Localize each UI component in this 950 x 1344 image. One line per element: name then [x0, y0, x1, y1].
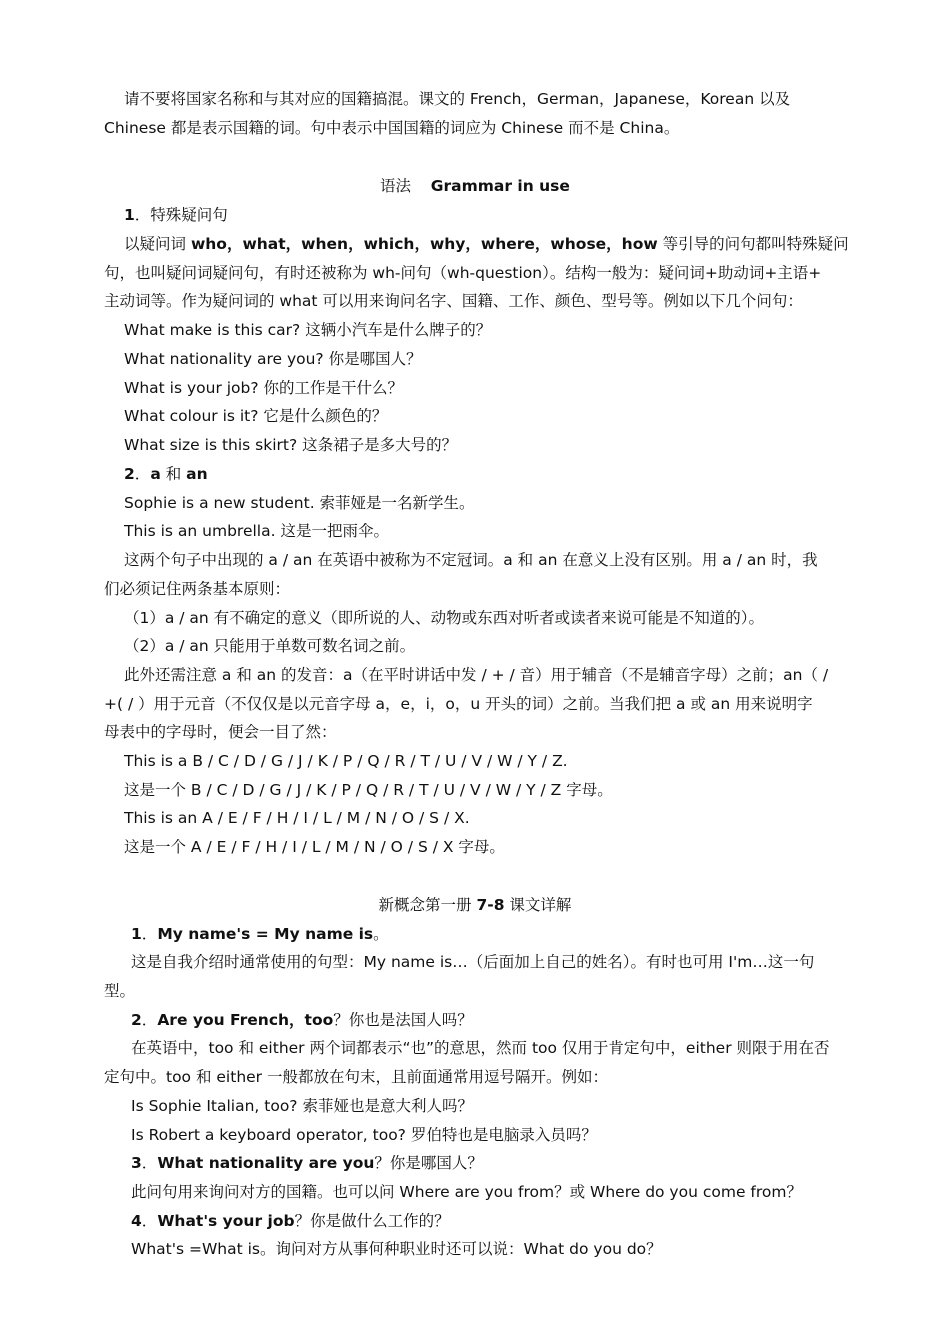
- subheading-a-an: 2．a 和 an: [124, 465, 208, 483]
- example-sentence: This is a B / C / D / G / J / K / P / Q / R / T / U / V / W / Y / Z.: [124, 752, 568, 770]
- text-line: 在英语中，too 和 either 两个词都表示“也”的意思，然而 too 仅用于肯定句中，either 则限于用在否: [131, 1039, 830, 1057]
- section-heading-lesson: 新概念第一册 7-8 课文详解: [378, 896, 572, 914]
- text-line: 以疑问词 who，what，when，which，why，where，whose，how 等引导的问句都叫特殊疑问: [124, 235, 849, 253]
- text-line: 母表中的字母时，便会一目了然：: [104, 723, 337, 741]
- example-sentence: This is an A / E / F / H / I / L / M / N / O / S / X.: [124, 809, 470, 827]
- example-sentence: What is your job? 你的工作是干什么？: [124, 379, 404, 397]
- rule-item: （2）a / an 只能用于单数可数名词之前。: [124, 637, 416, 655]
- text-line: 请不要将国家名称和与其对应的国籍搞混。课文的 French，German，Japanese，Korean 以及: [124, 90, 791, 108]
- text-line: +( / ）用于元音（不仅仅是以元音字母 a，e，i，o，u 开头的词）之前。当我们把 a 或 an 用来说明字: [104, 695, 813, 713]
- text-line: 这是自我介绍时通常使用的句型：My name is…（后面加上自己的姓名）。有时也可用 I'm…这一句: [131, 953, 815, 971]
- point-heading-3: 3．What nationality are you？你是哪国人？: [131, 1154, 483, 1172]
- example-sentence: 这是一个 A / E / F / H / I / L / M / N / O / S / X 字母。: [124, 838, 505, 856]
- text-line: What's =What is。询问对方从事何种职业时还可以说：What do you do？: [131, 1240, 662, 1258]
- text-line: 定句中。too 和 either 一般都放在句末，且前面通常用逗号隔开。例如：: [104, 1068, 608, 1086]
- example-sentence: What size is this skirt? 这条裙子是多大号的？: [124, 436, 458, 454]
- section-heading-grammar: 语法 Grammar in use: [380, 177, 570, 195]
- text-line: 主动词等。作为疑问词的 what 可以用来询问名字、国籍、工作、颜色、型号等。例如以下几个问句：: [104, 292, 803, 310]
- point-heading-4: 4．What's your job？你是做什么工作的？: [131, 1212, 450, 1230]
- example-sentence: What make is this car? 这辆小汽车是什么牌子的？: [124, 321, 492, 339]
- example-sentence: Is Sophie Italian, too? 索菲娅也是意大利人吗？: [131, 1097, 473, 1115]
- point-heading-1: 1．My name's = My name is。: [131, 925, 389, 943]
- text-line: 们必须记住两条基本原则：: [104, 580, 291, 598]
- text-line: 这两个句子中出现的 a / an 在英语中被称为不定冠词。a 和 an 在意义上没有区别。用 a / an 时，我: [124, 551, 818, 569]
- example-sentence: Is Robert a keyboard operator, too? 罗伯特也是电脑录入员吗？: [131, 1126, 597, 1144]
- rule-item: （1）a / an 有不确定的意义（即所说的人、动物或东西对听者或读者来说可能是不知道的）。: [124, 609, 764, 627]
- text-line: 此外还需注意 a 和 an 的发音：a（在平时讲话中发 / + / 音）用于辅音（不是辅音字母）之前；an（ /: [124, 666, 829, 684]
- example-sentence: Sophie is a new student. 索菲娅是一名新学生。: [124, 494, 475, 512]
- subheading-wh-questions: 1．特殊疑问句: [124, 206, 228, 224]
- example-sentence: This is an umbrella. 这是一把雨伞。: [124, 522, 389, 540]
- text-line: 此问句用来询问对方的国籍。也可以问 Where are you from？或 Where do you come from？: [131, 1183, 802, 1201]
- text-line: 句，也叫疑问词疑问句，有时还被称为 wh-问句（wh-question）。结构一般为：疑问词+助动词+主语+: [104, 264, 822, 282]
- example-sentence: 这是一个 B / C / D / G / J / K / P / Q / R / T / U / V / W / Y / Z 字母。: [124, 781, 613, 799]
- example-sentence: What nationality are you? 你是哪国人？: [124, 350, 422, 368]
- text-line: Chinese 都是表示国籍的词。句中表示中国国籍的词应为 Chinese 而不是 China。: [104, 119, 680, 137]
- example-sentence: What colour is it? 它是什么颜色的？: [124, 407, 388, 425]
- text-line: 型。: [104, 982, 136, 1000]
- point-heading-2: 2．Are you French，too？你也是法国人吗？: [131, 1011, 473, 1029]
